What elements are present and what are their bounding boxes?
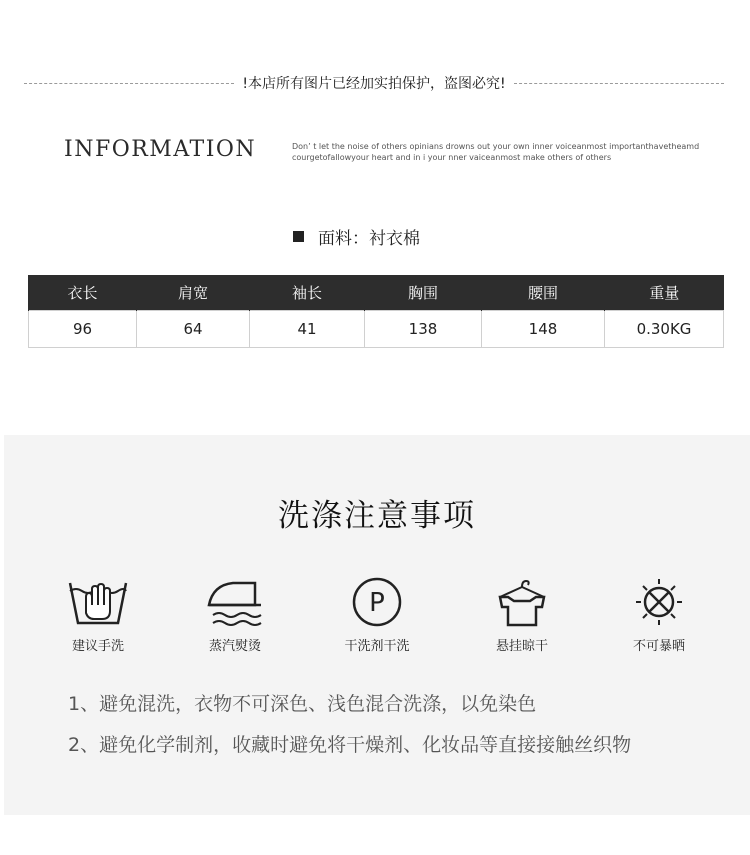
care-section [4,435,750,815]
size-table [28,275,724,348]
value-chest: 138 [365,310,482,347]
care-label: 不可暴晒 [632,639,685,654]
fabric-text: 面料：衬衣棉 [318,229,420,249]
care-title: 洗涤注意事项 [278,498,476,534]
steam-iron-icon [203,575,267,629]
info-title: INFORMATION [64,137,257,162]
notice-text: !本店所有图片已经加实拍保护，盗图必究! [242,76,506,92]
care-label: 蒸汽熨烫 [208,639,261,654]
header-chest: 胸围 [365,275,482,310]
value-shoulder: 64 [137,310,250,347]
dry-clean-icon [345,575,409,629]
hand-wash-icon [66,575,130,629]
care-note: 1、避免混洗，衣物不可深色、浅色混合洗涤，以免染色 [68,693,537,715]
value-length: 96 [29,310,137,347]
no-sun-icon [627,575,691,629]
fabric-info [293,224,420,249]
divider-right [514,83,724,84]
care-item-steam-iron [175,575,295,654]
care-label: 干洗剂干洗 [344,639,410,654]
header-shoulder: 肩宽 [137,275,250,310]
care-label: 悬挂晾干 [495,639,548,654]
svg-text:P: P [369,588,385,618]
care-item-no-sun [599,575,719,654]
header-weight: 重量 [605,275,724,310]
bullet-square-icon [293,231,304,242]
value-waist: 148 [482,310,605,347]
info-desc-line: Don’ t let the noise of others opinians drowns out your own inner voiceanmost importanthavetheamd [292,142,700,151]
size-table-header-row [29,275,724,310]
care-label: 建议手洗 [71,639,124,654]
info-desc-line: courgetofallowyour heart and in i your nner vaiceanmost make others of others [292,153,612,162]
value-sleeve: 41 [250,310,365,347]
size-table-row [29,310,724,347]
care-note: 2、避免化学制剂，收藏时避免将干燥剂、化妆品等直接接触丝织物 [68,734,632,756]
care-item-hang-dry [462,575,582,654]
care-item-dry-clean [317,575,437,654]
divider-left [24,83,234,84]
header-waist: 腰围 [482,275,605,310]
info-description [292,141,712,163]
care-item-hand-wash [38,575,158,654]
hang-dry-icon [490,575,554,629]
copyright-notice [24,72,724,94]
header-sleeve: 袖长 [250,275,365,310]
value-weight: 0.30KG [605,310,724,347]
header-length: 衣长 [29,275,137,310]
